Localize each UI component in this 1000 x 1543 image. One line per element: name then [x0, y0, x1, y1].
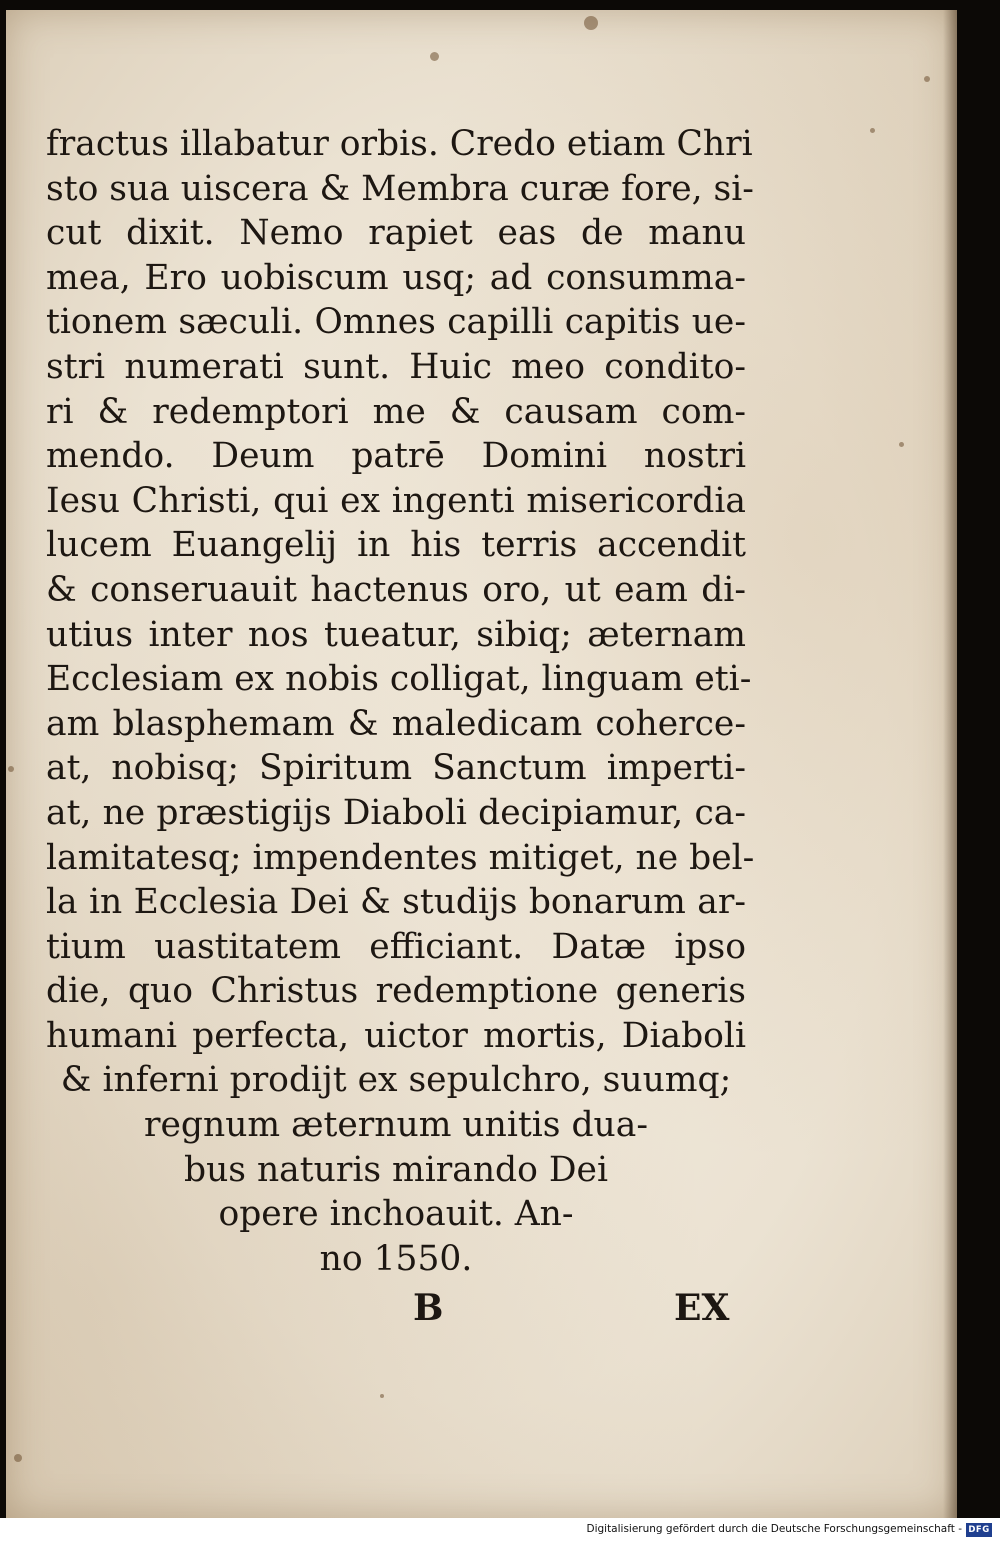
text-line: utius inter nos tueatur, sibiq; æternam	[46, 614, 746, 655]
stain-spot	[924, 76, 930, 82]
footer-bar	[0, 1518, 1000, 1543]
text-line: die, quo Christus redemptione generis	[46, 971, 746, 1012]
text-line: at, ne præstigijs Diaboli decipiamur, ca-	[46, 792, 746, 833]
text-line: lucem Euangelij in his terris accendit	[46, 525, 746, 566]
dfg-logo-icon: DFG	[966, 1523, 992, 1537]
stain-spot	[430, 52, 439, 61]
text-line: sto sua uiscera & Membra curæ fore, si-	[46, 168, 754, 209]
text-line: mea, Ero uobiscum usq; ad consumma-	[46, 257, 746, 298]
stain-spot	[8, 766, 14, 772]
centered-line: no 1550.	[319, 1238, 473, 1279]
text-line: lamitatesq; impendentes mitiget, ne bel-	[46, 837, 755, 878]
centered-line: & inferni prodijt ex sepulchro, suumq;	[60, 1060, 732, 1101]
stain-spot	[380, 1394, 384, 1398]
catchword: EX	[674, 1287, 730, 1329]
text-line: & conseruauit hactenus oro, ut eam di-	[46, 569, 746, 610]
text-line: am blasphemam & maledicam coherce-	[46, 703, 746, 744]
text-line: mendo. Deum patrē Domini nostri	[46, 436, 746, 477]
stain-spot	[584, 16, 598, 30]
text-line: Iesu Christi, qui ex ingenti misericordia	[46, 480, 746, 521]
centered-line: opere inchoauit. An-	[218, 1194, 574, 1235]
centered-line: regnum æternum unitis dua-	[143, 1105, 648, 1146]
text-line: fractus illabatur orbis. Credo etiam Chri	[46, 124, 753, 164]
footer-credit: Digitalisierung gefördert durch die Deutsche Forschungsgemeinschaft -	[586, 1523, 962, 1535]
text-line: tium uastitatem efficiant. Datæ ipso	[46, 926, 746, 967]
body-text	[46, 122, 755, 1281]
text-line: at, nobisq; Spiritum Sanctum imperti-	[46, 748, 746, 789]
text-line: ri & redemptori me & causam com-	[46, 391, 746, 432]
text-line: stri numerati sunt. Huic meo condito-	[46, 346, 746, 387]
text-line: cut dixit. Nemo rapiet eas de manu	[46, 213, 746, 254]
text-line: tionem sæculi. Omnes capilli capitis ue-	[46, 302, 746, 343]
text-line: humani perfecta, uictor mortis, Diaboli	[46, 1015, 746, 1056]
text-line: la in Ecclesia Dei & studijs bonarum ar-	[46, 882, 746, 923]
stain-spot	[14, 1454, 22, 1462]
text-line: Ecclesiam ex nobis colligat, linguam eti-	[46, 659, 752, 700]
centered-line: bus naturis mirando Dei	[183, 1149, 608, 1190]
stain-spot	[870, 128, 875, 133]
signature-mark: B	[413, 1287, 444, 1329]
stain-spot	[899, 442, 904, 447]
book-page	[6, 10, 957, 1518]
